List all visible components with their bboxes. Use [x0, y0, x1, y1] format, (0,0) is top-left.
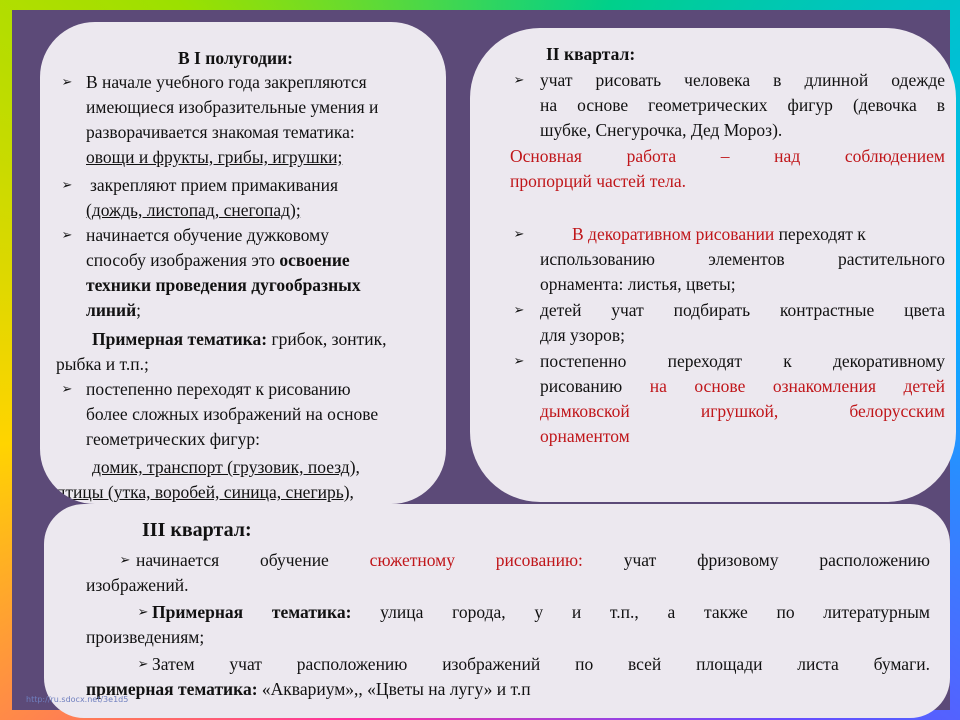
- arrow-bullet-icon: ➢: [61, 382, 73, 397]
- arrow-bullet-icon: ➢: [513, 227, 525, 242]
- arrow-bullet-icon: ➢: [119, 553, 131, 568]
- text-line: домик, транспорт (грузовик, поезд),: [92, 457, 360, 477]
- first-half-year-card: [40, 22, 446, 504]
- third-quarter-title: III квартал:: [142, 519, 252, 541]
- text-line: линий;: [86, 300, 142, 320]
- text-line: птицы (утка, воробей, синица, снегирь),: [56, 482, 354, 502]
- arrow-bullet-icon: ➢: [137, 657, 149, 672]
- text-line: шубке, Снегурочка, Дед Мороз).: [540, 120, 783, 140]
- text-line: В начале учебного года закрепляются: [86, 72, 367, 92]
- text-line: Затем учат расположению изображений по всей площади листа бумаги.: [152, 654, 930, 674]
- text-line: более сложных изображений на основе: [86, 404, 379, 424]
- slide-board: [12, 10, 950, 710]
- text-line: способу изображения это освоение: [86, 250, 350, 270]
- text-line: начинается обучение дужковому: [86, 225, 329, 245]
- second-quarter-title: II квартал:: [546, 44, 636, 64]
- main-work-line: Основная работа – над соблюдением: [510, 146, 945, 166]
- text-line: Примерная тематика: улица города, у и т.п., а также по литературным: [152, 602, 930, 622]
- arrow-bullet-icon: ➢: [513, 73, 525, 88]
- text-line: постепенно переходят к рисованию: [86, 379, 351, 399]
- text-line: детей учат подбирать контрастные цвета: [540, 300, 945, 320]
- text-line: орнаментом: [540, 426, 630, 446]
- footer-url: http://ru.sdocx.net/3e1d5: [26, 695, 129, 704]
- text-line: орнамента: листья, цветы;: [540, 274, 736, 294]
- text-line: начинается обучение сюжетному рисованию: учат фризовому расположению: [136, 550, 930, 570]
- text-line: В декоративном рисовании переходят к: [572, 224, 866, 244]
- second-quarter-card: [470, 28, 956, 502]
- text-line: для узоров;: [540, 325, 625, 345]
- text-line: имеющиеся изобразительные умения и: [86, 97, 379, 117]
- text-line: использованию элементов растительного: [540, 249, 945, 269]
- arrow-bullet-icon: ➢: [137, 605, 149, 620]
- text-line: рыбка и т.п.;: [56, 354, 149, 374]
- text-line: на основе геометрических фигур (девочка в: [540, 95, 945, 115]
- text-line: закрепляют прием примакивания: [90, 175, 339, 195]
- text-line: рисованию на основе ознакомления детей: [540, 376, 945, 396]
- text-line: произведениям;: [86, 627, 205, 647]
- text-line: (дождь, листопад, снегопад);: [86, 200, 301, 220]
- arrow-bullet-icon: ➢: [513, 354, 525, 369]
- main-work-line: пропорций частей тела.: [510, 171, 686, 191]
- text-line: учат рисовать человека в длинной одежде: [540, 70, 945, 90]
- arrow-bullet-icon: ➢: [513, 303, 525, 318]
- third-quarter-card: [44, 504, 950, 718]
- first-half-title: В I полугодии:: [178, 48, 294, 68]
- text-line: дымковской игрушкой, белорусским: [540, 401, 945, 421]
- text-line: техники проведения дугообразных: [86, 275, 361, 295]
- arrow-bullet-icon: ➢: [61, 178, 73, 193]
- arrow-bullet-icon: ➢: [61, 75, 73, 90]
- theme-line: Примерная тематика: грибок, зонтик,: [92, 329, 387, 349]
- text-line: изображений.: [86, 575, 189, 595]
- text-line: постепенно переходят к декоративному: [540, 351, 945, 371]
- text-line: разворачивается знакомая тематика:: [86, 122, 355, 142]
- text-line: примерная тематика: «Аквариум»,, «Цветы на лугу» и т.п: [86, 679, 531, 699]
- text-line: овощи и фрукты, грибы, игрушки;: [86, 147, 343, 167]
- text-line: геометрических фигур:: [86, 429, 260, 449]
- arrow-bullet-icon: ➢: [61, 228, 73, 243]
